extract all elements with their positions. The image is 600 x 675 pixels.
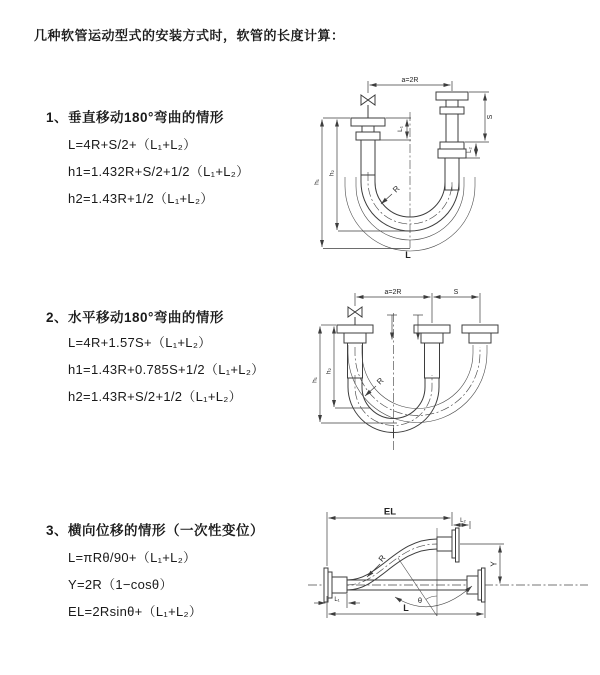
dimension-s bbox=[434, 289, 481, 323]
label-l1: L₁ bbox=[334, 597, 340, 603]
page-title: 几种软管运动型式的安装方式时，软管的长度计算： bbox=[34, 28, 345, 43]
label-a2r: a=2R bbox=[384, 289, 402, 296]
label-a2r: a=2R bbox=[401, 77, 419, 84]
section1-formula-h1: h1=1.432R+S/2+1/2（L₁+L₂） bbox=[68, 164, 250, 179]
label-s: S bbox=[453, 289, 459, 296]
hose-u-bend-displaced bbox=[348, 345, 487, 423]
section2-formula-L: L=4R+1.57S+（L₁+L₂） bbox=[68, 335, 212, 350]
dimension-s bbox=[465, 92, 494, 142]
right-pipe-fitting bbox=[462, 325, 498, 343]
dimension-a2r bbox=[368, 77, 452, 93]
label-l2: L₂ bbox=[467, 147, 473, 153]
label-y: Y bbox=[489, 561, 499, 567]
right-pipe-fitting bbox=[436, 92, 468, 190]
label-radius: R bbox=[375, 376, 386, 387]
section2-formula-h2: h2=1.43R+S/2+1/2（L₁+L₂） bbox=[68, 389, 242, 404]
label-l1: L₁ bbox=[397, 126, 404, 132]
left-pipe-fitting bbox=[351, 118, 385, 175]
dimension-el bbox=[327, 507, 452, 567]
middle-pipe-fitting bbox=[414, 325, 450, 378]
section3-heading: 3、横向位移的情形（一次性变位） bbox=[46, 523, 265, 538]
section1-formula-h2: h2=1.43R+1/2（L₁+L₂） bbox=[68, 191, 214, 206]
valve-icon bbox=[361, 95, 375, 118]
label-theta: θ bbox=[417, 596, 423, 605]
label-radius: R bbox=[376, 553, 388, 564]
braided-hose-section bbox=[425, 343, 440, 378]
lateral-shift-diagram bbox=[300, 498, 600, 658]
horizontal-bend-diagram bbox=[312, 283, 597, 473]
section1-heading: 1、垂直移动180°弯曲的情形 bbox=[46, 110, 224, 125]
vertical-bend-diagram bbox=[312, 70, 597, 260]
dimension-l2 bbox=[454, 518, 471, 529]
label-el: EL bbox=[383, 506, 397, 518]
section1-formula-L: L=4R+S/2+（L₁+L₂） bbox=[68, 137, 197, 152]
section2-heading: 2、水平移动180°弯曲的情形 bbox=[46, 310, 224, 325]
label-l2: L₂ bbox=[460, 518, 466, 524]
upper-flange-fitting-displaced bbox=[437, 528, 459, 562]
section2-formula-h1: h1=1.43R+0.785S+1/2（L₁+L₂） bbox=[68, 362, 265, 377]
dimension-l1 bbox=[314, 594, 360, 608]
label-h1: h₁ bbox=[313, 179, 321, 185]
section3-formula-L: L=πRθ/90+（L₁+L₂） bbox=[68, 550, 197, 565]
braided-hose-section bbox=[361, 140, 375, 175]
label-s: S bbox=[487, 114, 494, 120]
radius-callout bbox=[381, 184, 402, 204]
label-h2: h₂ bbox=[325, 367, 333, 375]
section3-formula-Y: Y=2R（1−cosθ） bbox=[68, 577, 173, 592]
dimension-l bbox=[327, 602, 485, 618]
label-h2: h₂ bbox=[328, 169, 336, 177]
label-h1: h₁ bbox=[312, 377, 319, 383]
label-length: L bbox=[405, 250, 411, 260]
section3-formula-EL: EL=2Rsinθ+（L₁+L₂） bbox=[68, 604, 203, 619]
s-curve-hose bbox=[347, 539, 437, 590]
label-radius: R bbox=[391, 184, 402, 195]
valve-icon bbox=[348, 307, 362, 325]
label-length: L bbox=[403, 603, 409, 613]
